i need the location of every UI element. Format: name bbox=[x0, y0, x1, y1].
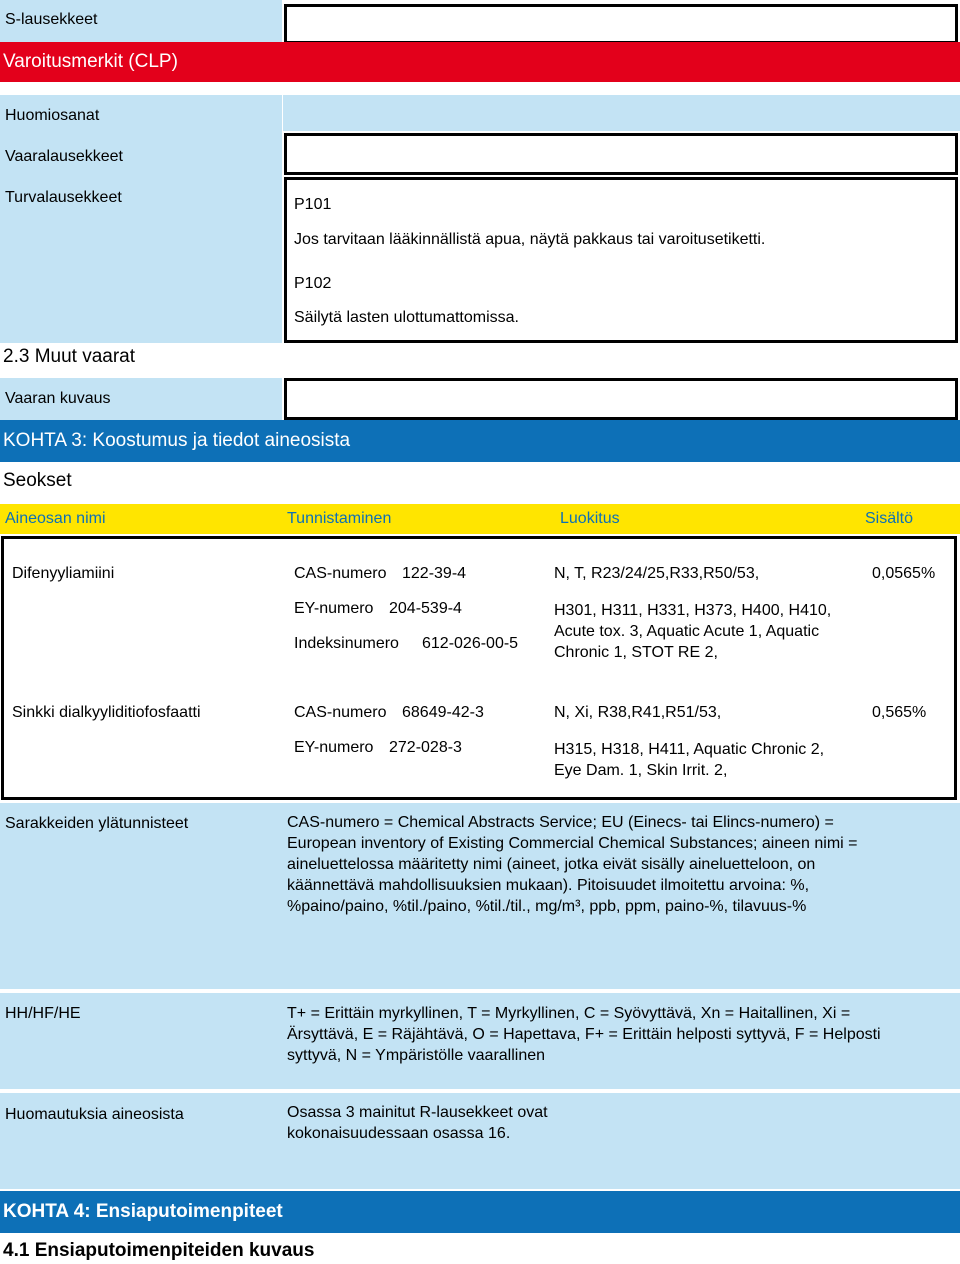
column-headers-text: CAS-numero = Chemical Abstracts Service; EU (Einecs- tai Elincs-numero) = European inventory of Existing Commercial Chemical Substances; aineen nimi = aineluettelossa määritetty nimi (aineet, jotka eivät sisälly aineluetteloon, on käännettävä mahdollisuuksien mukaan). Pitoisuudet ilmoitettu arvoina: %, %paino/paino, %til./paino, %til./til., mg/m³, ppb, ppm, paino-%, tilavuus-% bbox=[287, 814, 858, 915]
classification-line: N, Xi, R38,R41,R51/53, bbox=[554, 704, 722, 721]
remarks-box bbox=[282, 1093, 960, 1189]
ingredient-name: Sinkki dialkyyliditiofosfaatti bbox=[12, 704, 201, 721]
mixtures-heading: Seokset bbox=[3, 470, 72, 491]
column-header-name: Aineosan nimi bbox=[5, 510, 106, 527]
precaution-text-2: Säilytä lasten ulottumattomissa. bbox=[294, 309, 519, 326]
column-header-classification: Luokitus bbox=[560, 510, 620, 527]
s-phrases-label: S-lausekkeet bbox=[0, 0, 282, 42]
hazard-statements-value bbox=[284, 133, 958, 175]
id-label: EY-numero bbox=[294, 600, 374, 617]
id-value: 204-539-4 bbox=[389, 600, 462, 617]
hazard-codes-box bbox=[282, 993, 960, 1089]
section4-subheading: 4.1 Ensiaputoimenpiteiden kuvaus bbox=[3, 1240, 315, 1261]
precaution-text-1: Jos tarvitaan lääkinnällistä apua, näytä pakkaus tai varoitusetiketti. bbox=[294, 231, 766, 248]
classification-line: N, T, R23/24/25,R33,R50/53, bbox=[554, 565, 760, 582]
section3-heading: KOHTA 3: Koostumus ja tiedot aineosista bbox=[0, 420, 960, 462]
precautions-box bbox=[284, 177, 958, 343]
id-value: 272-028-3 bbox=[389, 739, 462, 756]
classification-hazards: H301, H311, H331, H373, H400, H410, Acute tox. 3, Aquatic Acute 1, Aquatic Chronic 1, STOT RE 2, bbox=[554, 602, 832, 661]
precaution-code-2: P102 bbox=[294, 275, 332, 292]
remarks-text: Osassa 3 mainitut R-lausekkeet ovat kokonaisuudessaan osassa 16. bbox=[287, 1104, 548, 1142]
s-phrases-value bbox=[284, 4, 958, 44]
hazard-description-label: Vaaran kuvaus bbox=[0, 378, 282, 420]
ingredient-content: 0,0565% bbox=[872, 565, 936, 582]
precaution-label: Turvalausekkeet bbox=[5, 189, 122, 206]
id-label: Indeksinumero bbox=[294, 635, 399, 652]
id-label: CAS-numero bbox=[294, 565, 387, 582]
column-header-content: Sisältö bbox=[865, 510, 914, 527]
hazard-statements-label: Vaaralausekkeet bbox=[5, 148, 123, 165]
composition-table-header bbox=[0, 504, 960, 534]
hazard-description-value bbox=[284, 378, 958, 420]
id-label: EY-numero bbox=[294, 739, 374, 756]
id-label: CAS-numero bbox=[294, 704, 387, 721]
id-value: 122-39-4 bbox=[402, 565, 467, 582]
classification-hazards: H315, H318, H411, Aquatic Chronic 2, Eye Dam. 1, Skin Irrit. 2, bbox=[554, 741, 825, 779]
remarks-label: Huomautuksia aineosista bbox=[0, 1093, 282, 1189]
hazard-codes-text: T+ = Erittäin myrkyllinen, T = Myrkyllinen, C = Syövyttävä, Xn = Haitallinen, Xi = Ärsyttävä, E = Räjähtävä, O = Hapettava, F+ = Erittäin helposti syttyvä, F = Helposti syttyvä, N = Ympäristölle vaarallinen bbox=[287, 1005, 881, 1064]
clp-heading: Varoitusmerkit (CLP) bbox=[0, 42, 960, 82]
signal-words-label: Huomiosanat bbox=[5, 107, 100, 124]
hazard-codes-label: HH/HF/HE bbox=[0, 993, 282, 1089]
column-header-identification: Tunnistaminen bbox=[287, 510, 392, 527]
precaution-code-1: P101 bbox=[294, 196, 332, 213]
other-hazards-heading: 2.3 Muut vaarat bbox=[3, 346, 136, 367]
column-headers-label: Sarakkeiden ylätunnisteet bbox=[0, 803, 282, 989]
section4-heading: KOHTA 4: Ensiaputoimenpiteet bbox=[0, 1191, 960, 1233]
id-value: 612-026-00-5 bbox=[422, 635, 519, 652]
ingredient-name: Difenyyliamiini bbox=[12, 565, 115, 582]
signal-words-value bbox=[283, 95, 960, 131]
ingredient-content: 0,565% bbox=[872, 704, 927, 721]
id-value: 68649-42-3 bbox=[402, 704, 484, 721]
column-headers-box bbox=[282, 803, 960, 989]
composition-table bbox=[1, 536, 957, 800]
clp-label-column bbox=[0, 95, 282, 343]
